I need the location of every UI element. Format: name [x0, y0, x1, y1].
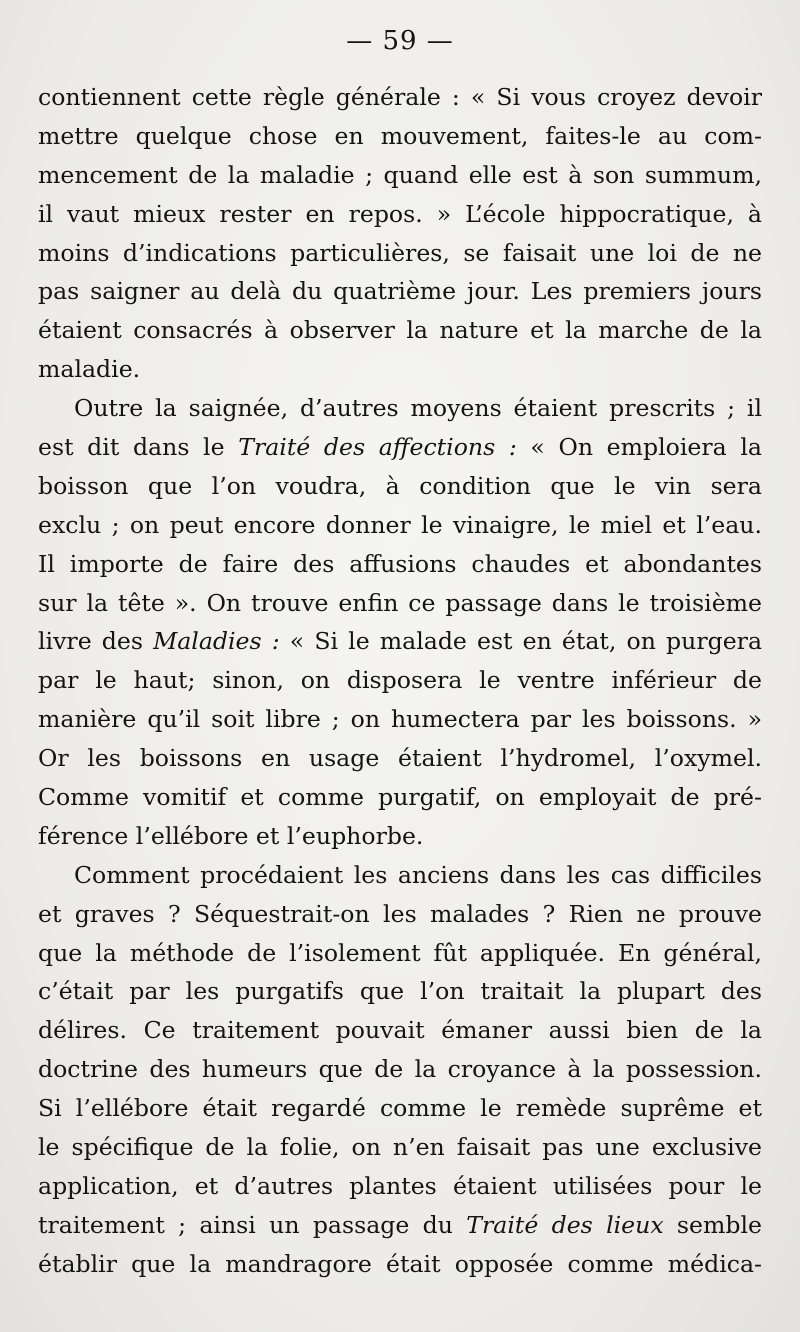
text-line [38, 506, 762, 545]
text-line [38, 545, 762, 584]
text-span: étaient consacrés à observer la nature et la marche de la [38, 316, 762, 345]
italic-title: Traité des affections : [238, 433, 517, 462]
text-line [38, 1011, 762, 1050]
text-span: contiennent cette règle générale : « Si vous croyez devoir [38, 83, 762, 111]
text-line [38, 1245, 762, 1284]
text-span: Comment procédaient les anciens dans les cas difficiles [74, 860, 762, 889]
text-span: manière qu’il soit libre ; on humectera par les boissons. » [38, 705, 762, 734]
text-span: « Si le malade est en état, on purgera [279, 627, 762, 656]
text-line [38, 311, 762, 350]
text-span: doctrine des humeurs que de la croyance à la possession. [38, 1055, 762, 1084]
text-span: par le haut; sinon, on disposera le ventre inférieur de [38, 666, 762, 695]
text-span: il vaut mieux rester en repos. » L’école hippocratique, à [38, 199, 762, 228]
text-line [38, 856, 762, 895]
text-span: application, et d’autres plantes étaient utilisées pour le [38, 1171, 762, 1200]
text-line [38, 234, 762, 273]
text-span: moins d’indications particulières, se faisait une loi de ne [38, 238, 762, 267]
text-span: délires. Ce traitement pouvait émaner aussi bien de la [38, 1016, 762, 1045]
text-line [38, 117, 762, 156]
text-span: Or les boissons en usage étaient l’hydromel, l’oxymel. [38, 744, 762, 773]
text-span: mettre quelque chose en mouvement, faites-le au com- [38, 121, 762, 150]
text-line [38, 467, 762, 506]
text-line [38, 195, 762, 234]
text-line [38, 389, 762, 428]
text-line [38, 778, 762, 817]
italic-title: Traité des lieux [466, 1210, 664, 1239]
text-span: Il importe de faire des affusions chaudes et abondantes [38, 549, 762, 578]
text-span: mencement de la maladie ; quand elle est à son summum, [38, 160, 762, 189]
text-span: est dit dans le [38, 433, 239, 462]
text-span: sur la tête ». On trouve enfin ce passage dans le troisième [38, 588, 762, 617]
text-line [38, 272, 762, 311]
text-line [38, 156, 762, 195]
text-span: férence l’ellébore et l’euphorbe. [38, 821, 424, 850]
text-span: livre des [38, 627, 154, 656]
text-line [38, 1128, 762, 1167]
text-line [38, 1089, 762, 1128]
text-line [38, 661, 762, 700]
text-line [38, 1206, 762, 1245]
text-line [38, 584, 762, 623]
text-span: Si l’ellébore était regardé comme le remède suprême et [38, 1094, 762, 1123]
text-line [38, 1050, 762, 1089]
text-line [38, 428, 762, 467]
text-line [38, 78, 762, 117]
text-span: établir que la mandragore était opposée comme médica- [38, 1249, 762, 1278]
text-span: Outre la saignée, d’autres moyens étaient prescrits ; il [74, 394, 762, 423]
text-span: semble [663, 1210, 762, 1239]
text-span: boisson que l’on voudra, à condition que le vin sera [38, 471, 762, 500]
text-span: traitement ; ainsi un passage du [38, 1210, 467, 1239]
text-line [38, 1167, 762, 1206]
text-span: le spécifique de la folie, on n’en faisait pas une exclusive [38, 1133, 762, 1162]
italic-title: Maladies : [153, 627, 280, 656]
text-line [38, 622, 762, 661]
text-span: maladie. [38, 355, 141, 384]
text-span: pas saigner au delà du quatrième jour. Les premiers jours [38, 277, 762, 306]
text-span: exclu ; on peut encore donner le vinaigre, le miel et l’eau. [38, 510, 762, 539]
page-number: — 59 — [346, 26, 454, 56]
text-span: « On emploiera la [516, 433, 762, 462]
body-text [38, 78, 762, 1284]
text-line [38, 700, 762, 739]
text-span: Comme vomitif et comme purgatif, on employait de pré- [38, 783, 762, 812]
text-line [38, 350, 762, 389]
text-line [38, 934, 762, 973]
text-line [38, 972, 762, 1011]
text-line [38, 739, 762, 778]
text-span: c’était par les purgatifs que l’on traitait la plupart des [38, 977, 762, 1006]
text-span: et graves ? Séquestrait-on les malades ? Rien ne prouve [38, 899, 762, 928]
text-line [38, 817, 762, 856]
text-span: que la méthode de l’isolement fût appliquée. En général, [38, 938, 762, 967]
text-line [38, 895, 762, 934]
